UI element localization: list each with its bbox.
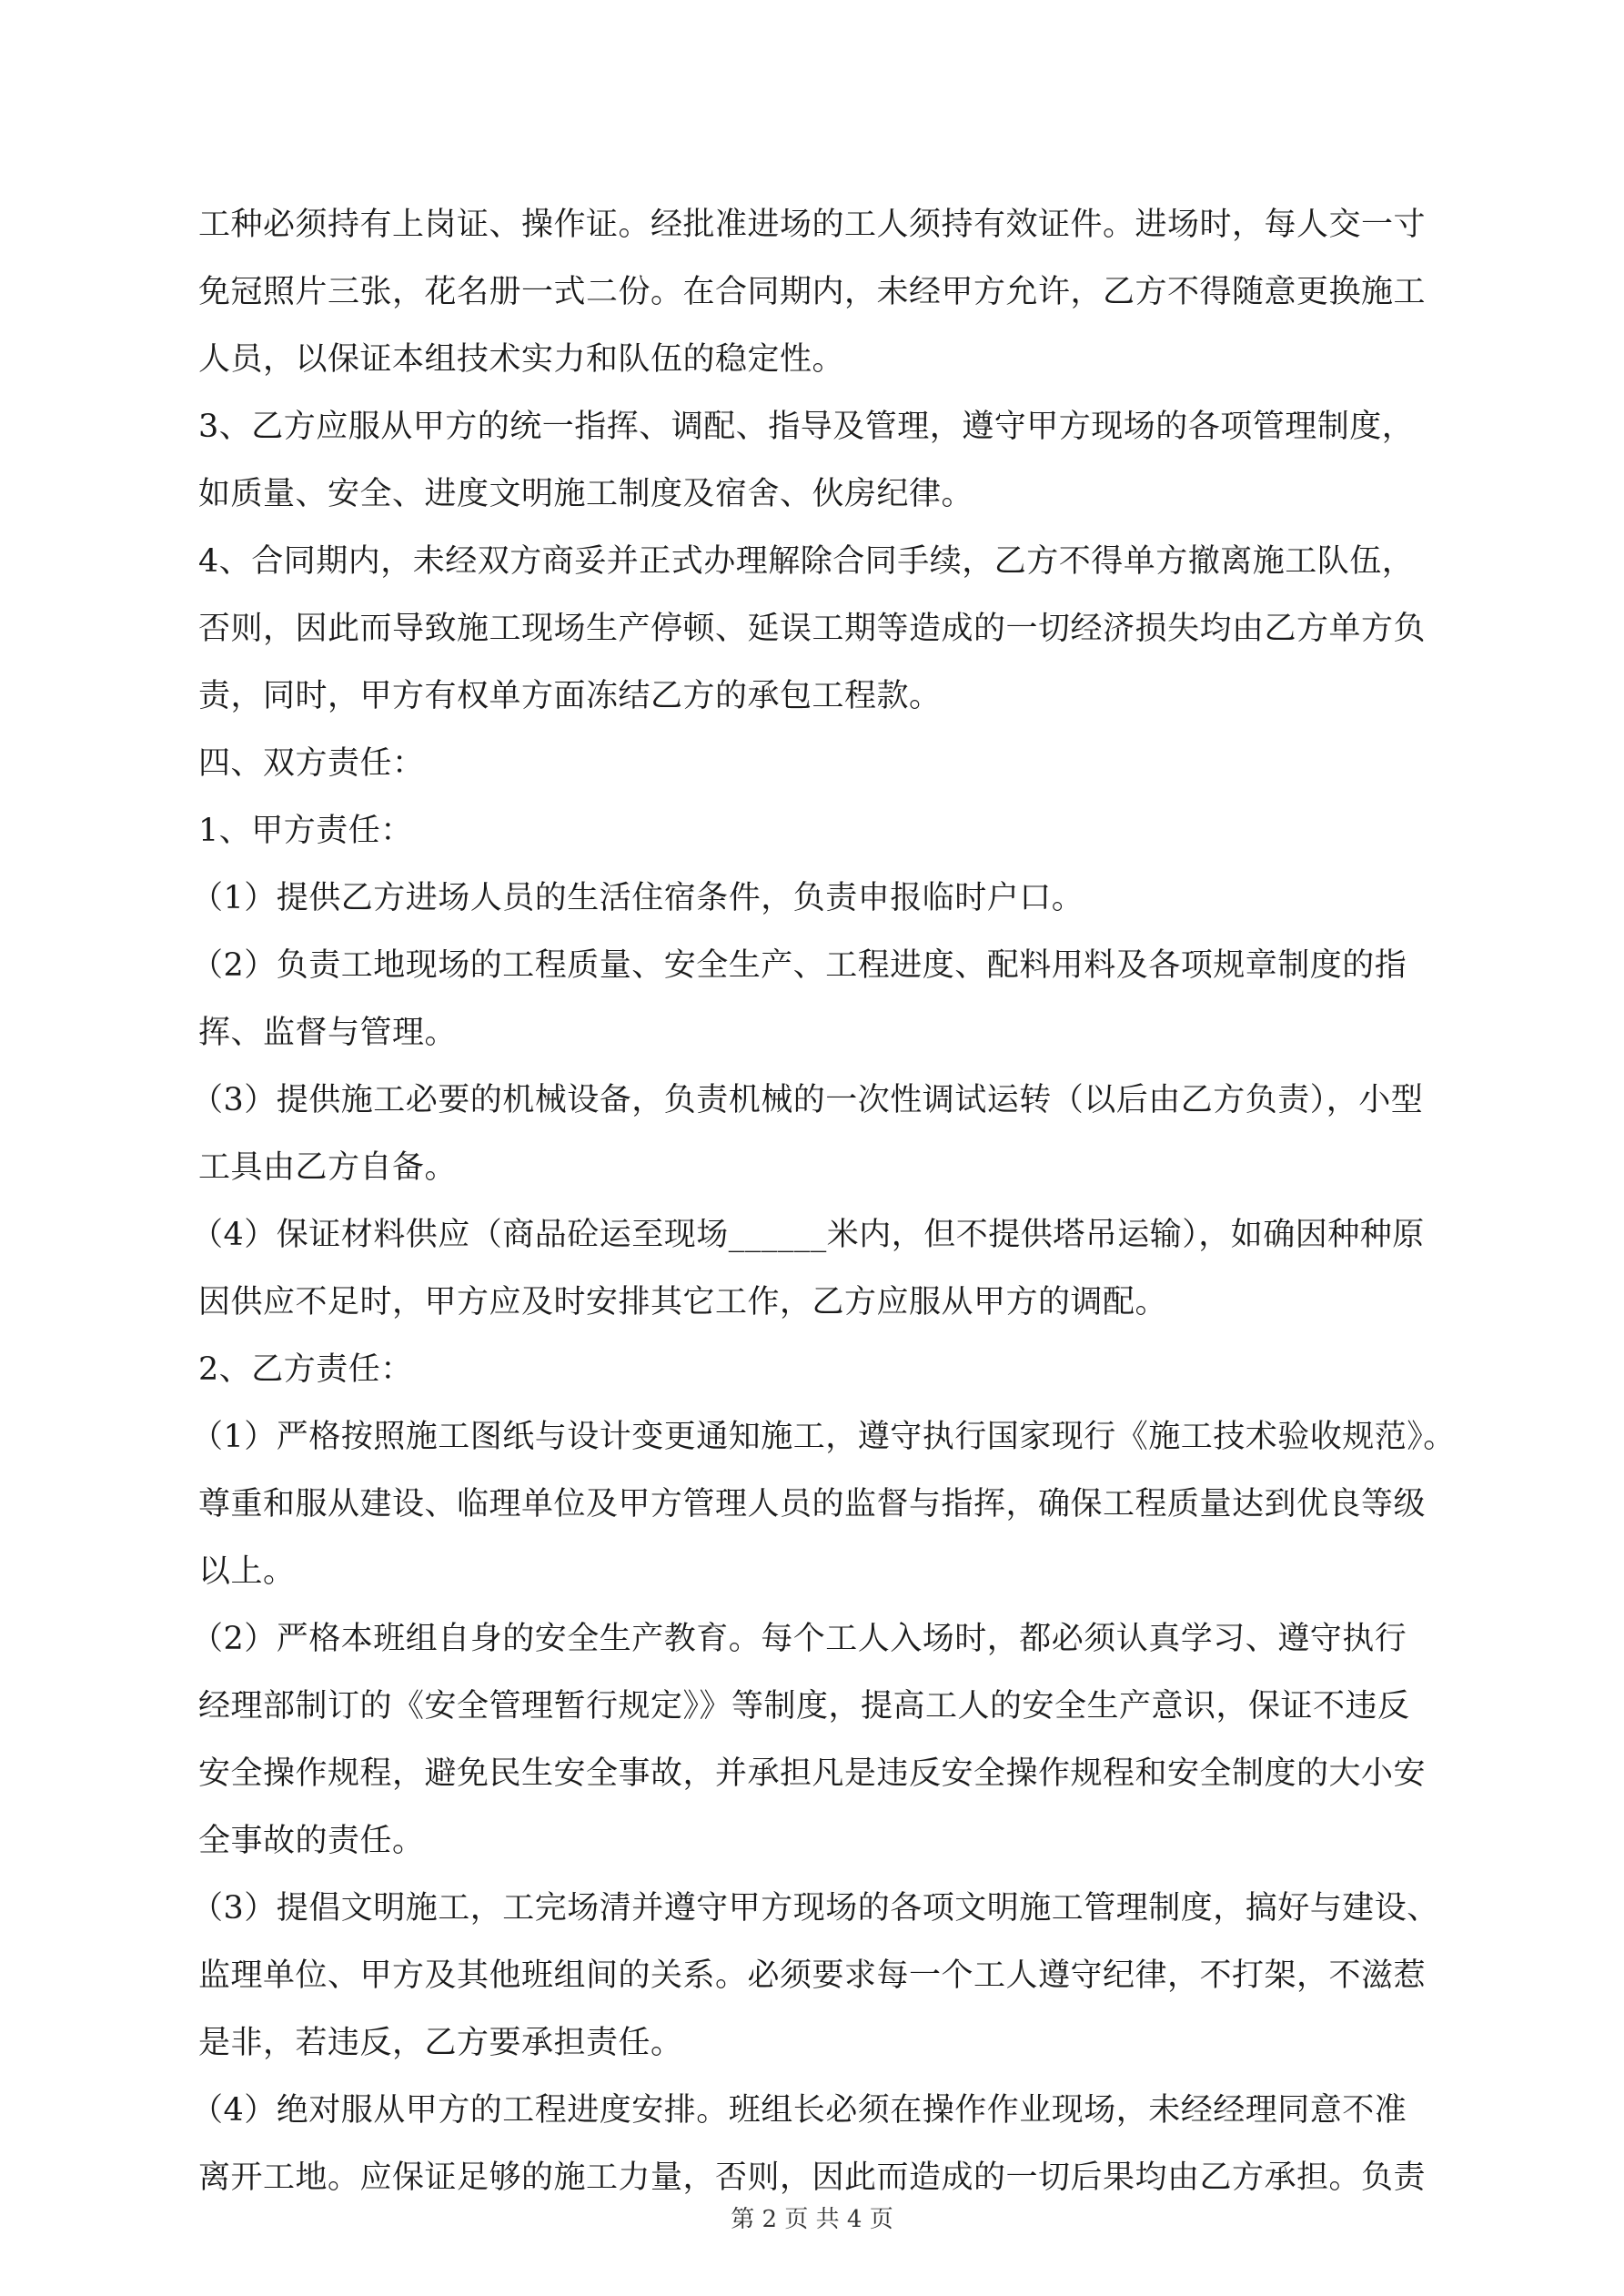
text-line: （2）严格本班组自身的安全生产教育。每个工人入场时，都必须认真学习、遵守执行 bbox=[191, 1621, 1407, 1657]
text-line: （1）提供乙方进场人员的生活住宿条件，负责申报临时户口。 bbox=[191, 880, 1084, 916]
text-line: 以上。 bbox=[198, 1553, 296, 1590]
section-heading: 四、双方责任： bbox=[198, 745, 425, 782]
text-line: （2）负责工地现场的工程质量、安全生产、工程进度、配料用料及各项规章制度的指 bbox=[191, 947, 1407, 984]
text-line: （3）提倡文明施工，工完场清并遵守甲方现场的各项文明施工管理制度，搞好与建设、 bbox=[191, 1890, 1439, 1927]
text-line: 经理部制订的《安全管理暂行规定》》等制度，提高工人的安全生产意识，保证不违反 bbox=[198, 1688, 1410, 1725]
text-line: 监理单位、甲方及其他班组间的关系。必须要求每一个工人遵守纪律，不打架，不滋惹 bbox=[198, 1957, 1427, 1994]
text-line: （1）严格按照施工图纸与设计变更通知施工，遵守执行国家现行《施工技术验收规范》。 bbox=[191, 1419, 1456, 1455]
text-line: 免冠照片三张，花名册一式二份。在合同期内，未经甲方允许，乙方不得随意更换施工 bbox=[198, 274, 1427, 310]
document-body bbox=[191, 191, 1456, 2211]
text-line: 3、乙方应服从甲方的统一指挥、调配、指导及管理，遵守甲方现场的各项管理制度， bbox=[198, 409, 1415, 445]
text-line: 是非，若违反，乙方要承担责任。 bbox=[198, 2025, 683, 2061]
text-line: 安全操作规程，避免民生安全事故，并承担凡是违反安全操作规程和安全制度的大小安 bbox=[198, 1755, 1427, 1792]
text-line: 工种必须持有上岗证、操作证。经批准进场的工人须持有效证件。进场时，每人交一寸 bbox=[198, 207, 1427, 243]
subsection-heading: 2、乙方责任： bbox=[198, 1351, 413, 1388]
text-line: （4）绝对服从甲方的工程进度安排。班组长必须在操作作业现场，未经经理同意不准 bbox=[191, 2092, 1407, 2129]
text-line: 挥、监督与管理。 bbox=[198, 1015, 458, 1051]
text-line: 因供应不足时，甲方应及时安排其它工作，乙方应服从甲方的调配。 bbox=[198, 1284, 1168, 1320]
text-line: 尊重和服从建设、临理单位及甲方管理人员的监督与指挥，确保工程质量达到优良等级 bbox=[198, 1486, 1427, 1522]
text-line: 全事故的责任。 bbox=[198, 1823, 425, 1859]
text-line: 如质量、安全、进度文明施工制度及宿舍、伙房纪律。 bbox=[198, 476, 974, 512]
text-line: 工具由乙方自备。 bbox=[198, 1149, 458, 1186]
text-line: 否则，因此而导致施工现场生产停顿、延误工期等造成的一切经济损失均由乙方单方负 bbox=[198, 611, 1427, 647]
text-line: 离开工地。应保证足够的施工力量，否则，因此而造成的一切后果均由乙方承担。负责 bbox=[198, 2159, 1427, 2196]
subsection-heading: 1、甲方责任： bbox=[198, 813, 413, 849]
text-line: 人员，以保证本组技术实力和队伍的稳定性。 bbox=[198, 341, 845, 378]
page-number-footer: 第 2 页 共 4 页 bbox=[731, 2206, 893, 2233]
text-line: （4）保证材料供应（商品砼运至现场______米内，但不提供塔吊运输），如确因种种原 bbox=[191, 1217, 1425, 1253]
text-line: （3）提供施工必要的机械设备，负责机械的一次性调试运转（以后由乙方负责），小型 bbox=[191, 1082, 1424, 1118]
text-line: 4、合同期内，未经双方商妥并正式办理解除合同手续，乙方不得单方撤离施工队伍， bbox=[198, 543, 1415, 580]
text-line: 责，同时，甲方有权单方面冻结乙方的承包工程款。 bbox=[198, 678, 942, 714]
